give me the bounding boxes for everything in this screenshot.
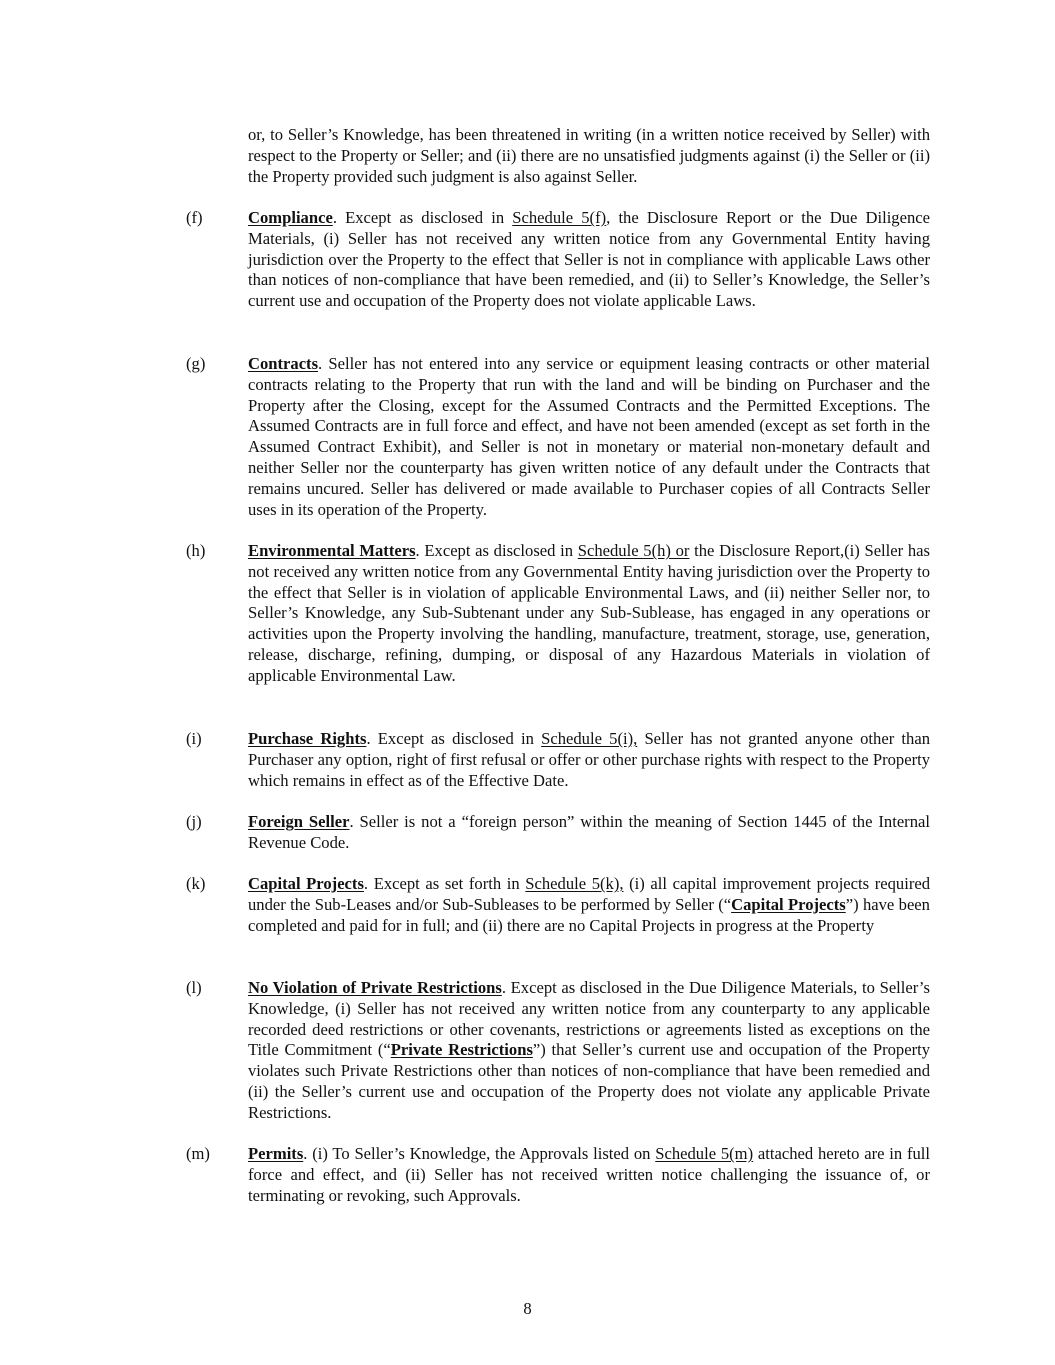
- section-i-purchase-rights: [248, 729, 930, 791]
- section-text: . Except as disclosed in: [415, 541, 578, 560]
- section-label-l: (l): [186, 978, 202, 997]
- section-label-j: (j): [186, 812, 202, 831]
- section-m-permits: [248, 1144, 930, 1206]
- section-text: the Disclosure Report,(i) Seller has not received any written notice from any Governmental Entity having jurisdiction over the Property to the effect that Seller is in violation of applicable Environmental Laws, and (ii) neither Seller nor, to Seller’s Knowledge, any Sub-Subtenant under any Sub-Sublease, has engaged in any operations or activities upon the Property involving the handling, manufacture, treatment, storage, use, generation, release, discharge, refining, dumping, or disposal of any Hazardous Materials in violation of applicable Environmental Law.: [248, 541, 930, 685]
- section-label-f: (f): [186, 208, 203, 227]
- section-heading: No Violation of Private Restrictions: [248, 978, 502, 997]
- page-number: 8: [523, 1299, 532, 1318]
- section-heading: Compliance: [248, 208, 333, 227]
- section-k-capital-projects: [248, 874, 930, 936]
- schedule-reference: Schedule 5(i),: [541, 729, 638, 748]
- section-heading: Purchase Rights: [248, 729, 367, 748]
- section-text: (i) all capital improvement projects required under the Sub-Leases and/or Sub-Subleases to be performed by Seller (“: [248, 874, 931, 914]
- section-text: . Seller is not a “foreign person” within the meaning of Section 1445 of the Internal Revenue Code.: [248, 812, 930, 852]
- section-g-contracts: [248, 354, 930, 520]
- section-text: , the Disclosure Report or the Due Diligence Materials, (i) Seller has not received any written notice from any Governmental Entity having jurisdiction over the Property to the effect that Seller is not in compliance with applicable Laws other than notices of non-compliance that have been remedied, and (ii) to Seller’s Knowledge, the Seller’s current use and occupation of the Property does not violate applicable Laws.: [248, 208, 930, 311]
- section-h-environmental-matters: [248, 541, 930, 687]
- schedule-reference: Schedule 5(m): [655, 1144, 754, 1163]
- section-text: . (i) To Seller’s Knowledge, the Approvals listed on: [303, 1144, 656, 1163]
- section-label-h: (h): [186, 541, 206, 560]
- defined-term: Private Restrictions: [390, 1040, 533, 1060]
- defined-term: Capital Projects: [731, 894, 846, 914]
- section-j-foreign-seller: [248, 812, 930, 854]
- section-text: ”) that Seller’s current use and occupation of the Property violates such Private Restrictions other than notices of non-compliance that have been remedied and (ii) the Seller’s current use and occupation of the Property does not violate any applicable Private Restrictions.: [248, 1040, 931, 1122]
- section-text: . Except as disclosed in the Due Diligence Materials, to Seller’s Knowledge, (i) Seller has not received any written notice from any counterparty to any applicable recorded deed restrictions or other covenants, restrictions or agreements listed as exceptions on the Title Commitment (“: [248, 978, 930, 1060]
- section-f-compliance: [248, 208, 930, 312]
- section-label-g: (g): [186, 354, 206, 373]
- section-l-private-restrictions: [248, 978, 930, 1124]
- schedule-reference: Schedule 5(k),: [525, 874, 624, 893]
- section-heading: Foreign Seller: [248, 812, 350, 831]
- section-heading: Permits: [248, 1144, 304, 1163]
- section-label-k: (k): [186, 874, 206, 893]
- section-label-m: (m): [186, 1144, 210, 1163]
- continuation-paragraph: or, to Seller’s Knowledge, has been threatened in writing (in a written notice received by Seller) with respect to the Property or Seller; and (ii) there are no unsatisfied judgments against (i) the Seller or (ii) the Property provided such judgment is also against Seller.: [248, 125, 930, 186]
- section-text: . Except as disclosed in: [366, 729, 542, 748]
- section-text: . Except as disclosed in: [332, 208, 513, 227]
- section-heading: Environmental Matters: [248, 541, 416, 560]
- section-label-i: (i): [186, 729, 202, 748]
- section-text: attached hereto are in full force and effect, and (ii) Seller has not received written notice challenging the issuance of, or terminating or revoking, such Approvals.: [248, 1144, 931, 1205]
- section-text: Seller has not granted anyone other than Purchaser any option, right of first refusal or offer or other purchase rights with respect to the Property which remains in effect as of the Effective Date.: [248, 729, 930, 790]
- schedule-reference: Schedule 5(h) or: [577, 541, 690, 560]
- section-heading: Contracts: [248, 354, 319, 373]
- schedule-reference: Schedule 5(f): [512, 208, 607, 227]
- section-heading: Capital Projects: [248, 874, 364, 893]
- section-text: . Except as set forth in: [363, 874, 526, 893]
- section-text: ”) have been completed and paid for in full; and (ii) there are no Capital Projects in progress at the Property: [248, 894, 930, 935]
- section-text: . Seller has not entered into any service or equipment leasing contracts or other material contracts relating to the Property that run with the land and will be binding on Purchaser and the Property after the Closing, except for the Assumed Contracts and the Permitted Exceptions. The Assumed Contracts are in full force and effect, and have not been amended (except as set forth in the Assumed Contract Exhibit), and Seller is not in monetary or material non-monetary default and neither Seller nor the counterparty has given written notice of any default under the Contracts that remains uncured. Seller has delivered or made available to Purchaser copies of all Contracts Seller uses in its operation of the Property.: [248, 354, 930, 519]
